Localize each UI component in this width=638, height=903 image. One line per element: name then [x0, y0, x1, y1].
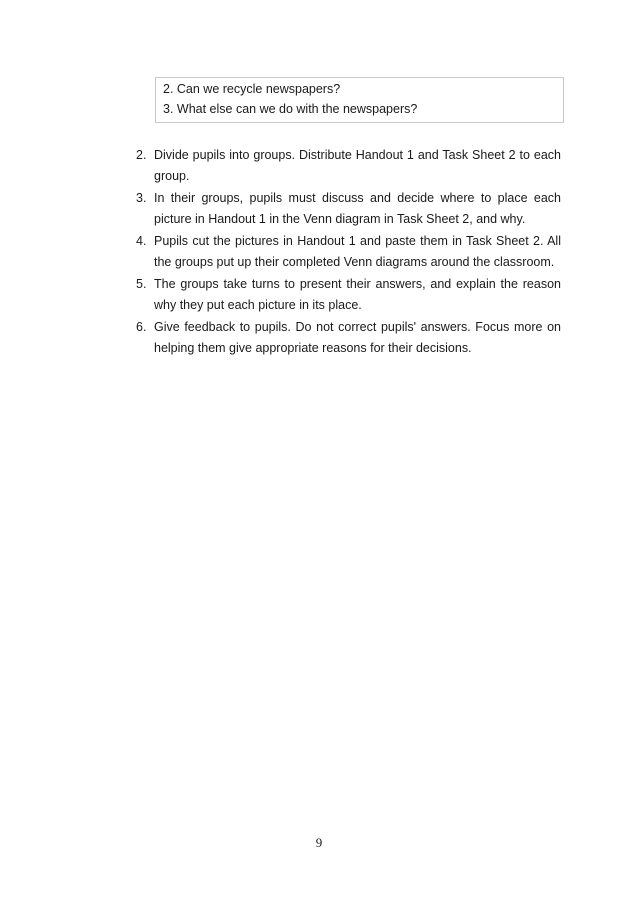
step-number: 2.: [136, 148, 147, 162]
page-number: 9: [315, 835, 323, 850]
procedure-step: [136, 231, 561, 272]
step-text: The groups take turns to present their answers, and explain the reason why they put each picture in its place.: [154, 277, 561, 312]
step-number: 3.: [136, 191, 147, 205]
step-text: Pupils cut the pictures in Handout 1 and paste them in Task Sheet 2. All the groups put up their completed Venn diagrams around the classroom.: [154, 234, 561, 269]
step-text: Give feedback to pupils. Do not correct pupils' answers. Focus more on helping them give appropriate reasons for their decisions.: [154, 320, 561, 355]
procedure-step: [136, 188, 561, 229]
step-number: 5.: [136, 277, 147, 291]
procedure-step: [136, 145, 561, 186]
step-text: Divide pupils into groups. Distribute Handout 1 and Task Sheet 2 to each group.: [154, 148, 561, 183]
step-number: 6.: [136, 320, 147, 334]
procedure-steps-list: [136, 145, 561, 360]
step-number: 4.: [136, 234, 147, 248]
questions-box: [155, 77, 564, 123]
procedure-step: [136, 317, 561, 358]
question-item: 3. What else can we do with the newspapers?: [163, 102, 418, 116]
procedure-step: [136, 274, 561, 315]
question-item: 2. Can we recycle newspapers?: [163, 82, 341, 96]
step-text: In their groups, pupils must discuss and decide where to place each picture in Handout 1 in the Venn diagram in Task Sheet 2, and why.: [154, 191, 561, 226]
